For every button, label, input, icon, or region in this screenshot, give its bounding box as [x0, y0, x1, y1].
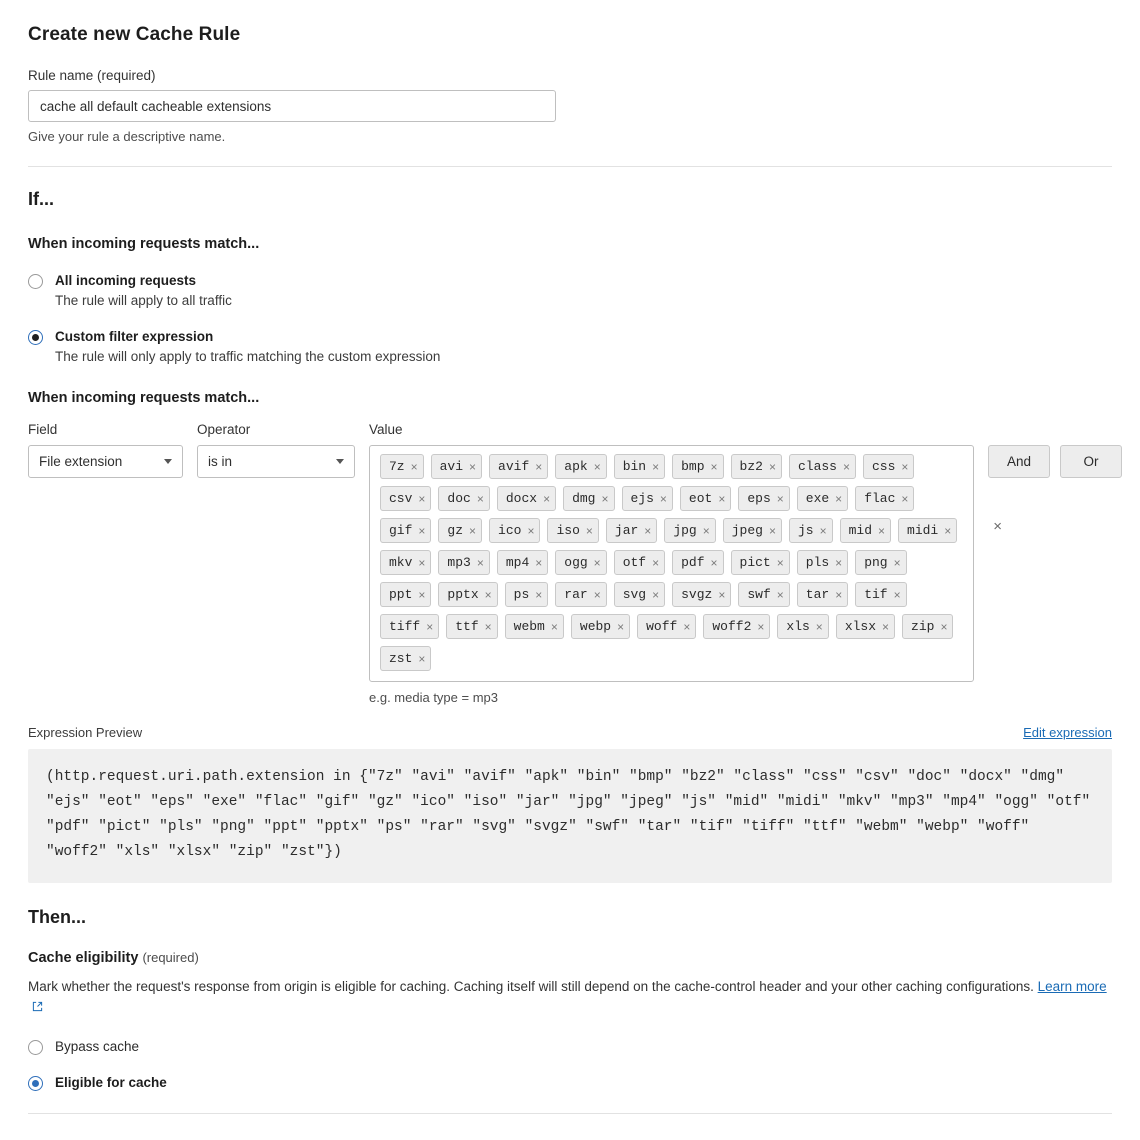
value-tag[interactable] — [703, 614, 770, 639]
value-tag[interactable] — [606, 518, 657, 543]
value-tag[interactable] — [380, 486, 431, 511]
value-tag[interactable] — [380, 518, 431, 543]
rule-name-input[interactable]: cache all default cacheable extensions — [28, 90, 556, 122]
remove-tag-icon[interactable]: × — [476, 491, 484, 506]
value-tag[interactable] — [380, 454, 424, 479]
remove-tag-icon[interactable]: × — [878, 523, 886, 538]
value-tag-label: ogg — [564, 555, 588, 571]
value-tag-label: ps — [513, 587, 530, 603]
value-tag[interactable] — [555, 582, 606, 607]
value-tag-input[interactable] — [369, 445, 974, 682]
value-tag-label: midi — [907, 523, 939, 539]
radio-icon-bypass-cache[interactable] — [28, 1040, 43, 1055]
remove-tag-icon[interactable]: × — [710, 555, 718, 570]
remove-tag-icon[interactable]: × — [835, 555, 843, 570]
value-tag[interactable] — [438, 582, 497, 607]
if-section-title: If... — [28, 189, 54, 209]
value-tag[interactable] — [789, 518, 833, 543]
chevron-down-icon — [336, 459, 344, 464]
value-tag-label: eps — [747, 491, 771, 507]
value-tag-label: xls — [786, 619, 810, 635]
then-section-title: Then... — [28, 907, 86, 928]
value-tag[interactable] — [555, 454, 606, 479]
value-tag-label: otf — [622, 555, 647, 571]
chevron-down-icon — [164, 459, 172, 464]
value-tag[interactable] — [563, 486, 614, 511]
value-tag[interactable] — [614, 454, 665, 479]
radio-label-custom-filter: Custom filter expression — [55, 329, 214, 345]
remove-tag-icon[interactable]: × — [601, 491, 609, 506]
remove-tag-icon[interactable]: × — [527, 523, 535, 538]
remove-tag-icon[interactable]: × — [683, 619, 691, 634]
rule-name-group — [28, 68, 1112, 144]
remove-tag-icon[interactable]: × — [410, 459, 418, 474]
value-tag-label: avif — [498, 459, 530, 475]
value-tag-label: gz — [447, 523, 464, 539]
value-tag-label: jpeg — [731, 523, 763, 539]
value-tag-label: js — [797, 523, 814, 539]
value-tag-label: pict — [739, 555, 771, 571]
radio-label-all-incoming: All incoming requests — [55, 273, 197, 288]
remove-tag-icon[interactable]: × — [652, 459, 660, 474]
remove-tag-icon[interactable]: × — [644, 523, 652, 538]
remove-tag-icon[interactable]: × — [535, 587, 543, 602]
edit-expression-link[interactable]: Edit expression — [1023, 725, 1112, 741]
expression-preview-header — [28, 725, 1112, 740]
operator-select-value: is in — [208, 454, 233, 470]
remove-tag-icon[interactable]: × — [702, 523, 710, 538]
value-tag-label: mid — [848, 523, 872, 539]
value-label: Value — [369, 422, 403, 438]
value-tag[interactable] — [497, 486, 556, 511]
value-tag[interactable] — [863, 454, 914, 479]
remove-tag-icon[interactable]: × — [757, 619, 765, 634]
radio-custom-filter-expression[interactable] — [28, 328, 1112, 364]
value-tag-label: dmg — [572, 491, 596, 507]
remove-tag-icon[interactable]: × — [593, 459, 601, 474]
value-tag[interactable] — [731, 550, 790, 575]
expression-builder — [28, 422, 1112, 705]
value-tag[interactable] — [614, 550, 665, 575]
value-tag[interactable] — [738, 582, 789, 607]
radio-sub-all-incoming: The rule will apply to all traffic — [55, 293, 232, 309]
cache-eligibility-description — [28, 977, 1112, 1019]
value-tag-label: eot — [688, 491, 713, 507]
if-match-heading: When incoming requests match... — [28, 236, 260, 252]
value-tag-label: zip — [911, 619, 935, 635]
value-tag[interactable] — [836, 614, 895, 639]
remove-tag-icon[interactable]: × — [768, 523, 776, 538]
remove-tag-icon[interactable]: × — [593, 555, 601, 570]
remove-tag-icon[interactable]: × — [585, 523, 593, 538]
value-tag-label: exe — [805, 491, 830, 507]
value-tag[interactable] — [571, 614, 630, 639]
radio-label-bypass-cache: Bypass cache — [55, 1038, 140, 1054]
value-tag-label: woff2 — [712, 619, 752, 635]
expression-preview-code: (http.request.uri.path.extension in {"7z" "avi" "avif" "apk" "bin" "bmp" "bz2" "class" "css" "csv" "doc" "docx" "dmg" "ejs" "eot" "eps" "exe" "flac" "gif" "gz" "ico" "iso" "jar" "jpg" "jpeg" "js" "mid" "midi" "mkv" "mp3" "mp4" "ogg" "otf" "pdf" "pict" "pls" "png" "ppt" "pptx" "ps" "rar" "svg" "svgz" "swf" "tar" "tif" "tiff" "ttf" "webm" "webp" "woff" "woff2" "xls" "xlsx" "zip" "zst"}) — [28, 749, 1112, 883]
remove-tag-icon[interactable]: × — [426, 619, 434, 634]
value-tag[interactable] — [446, 614, 497, 639]
operator-label: Operator — [197, 422, 251, 438]
remove-tag-icon[interactable]: × — [842, 459, 850, 474]
value-tag[interactable] — [614, 582, 665, 607]
value-tag[interactable] — [738, 486, 789, 511]
value-tag[interactable] — [672, 582, 731, 607]
value-tag-label: tar — [805, 587, 830, 603]
builder-heading: When incoming requests match... — [28, 390, 260, 407]
value-tag-label: rar — [564, 587, 588, 603]
value-tag-label: avi — [439, 459, 464, 475]
value-tag-label: jar — [614, 523, 639, 539]
value-tag-label: png — [864, 555, 888, 571]
remove-tag-icon[interactable]: × — [550, 619, 558, 634]
value-tag[interactable] — [380, 614, 439, 639]
remove-tag-icon[interactable]: × — [484, 587, 492, 602]
value-hint: e.g. media type = mp3 — [369, 690, 498, 706]
remove-tag-icon[interactable]: × — [815, 619, 823, 634]
remove-tag-icon[interactable]: × — [543, 491, 551, 506]
value-tag-label: docx — [505, 491, 538, 507]
remove-tag-icon[interactable]: × — [418, 523, 426, 538]
value-tag[interactable] — [505, 582, 549, 607]
value-tag-label: ejs — [630, 491, 654, 507]
value-tag[interactable] — [680, 486, 731, 511]
remove-tag-icon[interactable]: × — [617, 619, 625, 634]
cache-eligibility-description-text: Mark whether the request's response from origin is eligible for caching. Caching itself will still depend on the cache-control header and your other caching configurations. — [28, 979, 1038, 995]
value-tag[interactable] — [797, 582, 848, 607]
remove-tag-icon[interactable]: × — [659, 491, 667, 506]
andor-column — [988, 422, 1122, 478]
field-select[interactable] — [28, 445, 183, 478]
radio-icon-eligible-for-cache[interactable] — [28, 1076, 43, 1091]
value-tag[interactable] — [902, 614, 953, 639]
remove-tag-icon[interactable]: × — [893, 555, 901, 570]
remove-tag-icon[interactable]: × — [469, 459, 477, 474]
value-tag[interactable] — [555, 550, 606, 575]
value-tag[interactable] — [431, 454, 482, 479]
value-tag[interactable] — [797, 486, 848, 511]
value-tag[interactable] — [489, 518, 540, 543]
learn-more-link[interactable]: Learn more — [1037, 979, 1107, 995]
value-tag-label: flac — [864, 491, 896, 507]
value-tag[interactable] — [489, 454, 548, 479]
value-tag-label: mp3 — [447, 555, 471, 571]
external-link-icon — [32, 998, 43, 1018]
value-tag[interactable] — [438, 550, 489, 575]
clear-all-icon[interactable]: × — [993, 518, 1002, 536]
operator-column — [197, 422, 355, 478]
value-tag-label: tif — [864, 587, 888, 603]
expression-preview-label: Expression Preview — [28, 725, 143, 741]
value-tag[interactable] — [672, 454, 723, 479]
value-tag[interactable] — [637, 614, 696, 639]
remove-tag-icon[interactable]: × — [944, 523, 952, 538]
value-tag[interactable] — [723, 518, 782, 543]
cache-eligibility-label: Cache eligibility — [28, 950, 139, 967]
remove-tag-icon[interactable]: × — [718, 491, 726, 506]
and-button[interactable]: And — [988, 445, 1050, 478]
cache-eligibility-required: (required) — [142, 950, 199, 966]
remove-tag-icon[interactable]: × — [776, 555, 784, 570]
remove-tag-icon[interactable]: × — [418, 587, 426, 602]
remove-tag-icon[interactable]: × — [835, 491, 843, 506]
value-tag-label: apk — [564, 459, 588, 475]
value-tag[interactable] — [731, 454, 782, 479]
remove-tag-icon[interactable]: × — [469, 523, 477, 538]
value-tag-label: jpg — [673, 523, 697, 539]
remove-tag-icon[interactable]: × — [776, 587, 784, 602]
value-tag-label: bmp — [681, 459, 705, 475]
radio-label-eligible-for-cache: Eligible for cache — [55, 1074, 167, 1090]
remove-tag-icon[interactable]: × — [484, 619, 492, 634]
value-tag-label: xlsx — [844, 619, 877, 635]
field-column — [28, 422, 183, 478]
value-tag[interactable] — [797, 550, 848, 575]
radio-all-incoming-requests[interactable] — [28, 272, 1112, 308]
divider-bottom — [28, 1113, 1112, 1114]
value-tag-label: ico — [498, 523, 522, 539]
remove-tag-icon[interactable]: × — [418, 491, 426, 506]
remove-tag-icon[interactable]: × — [652, 587, 660, 602]
value-tag-label: woff — [646, 619, 678, 635]
remove-tag-icon[interactable]: × — [535, 555, 543, 570]
remove-tag-icon[interactable]: × — [718, 587, 726, 602]
value-tag[interactable] — [380, 646, 431, 671]
value-tag-label: svg — [622, 587, 647, 603]
remove-tag-icon[interactable]: × — [901, 491, 909, 506]
remove-tag-icon[interactable]: × — [418, 651, 426, 666]
remove-tag-icon[interactable]: × — [418, 555, 426, 570]
remove-tag-icon[interactable]: × — [940, 619, 948, 634]
value-tag-label: mkv — [389, 555, 413, 571]
radio-icon-custom-filter[interactable] — [28, 330, 43, 345]
value-tag-label: swf — [747, 587, 771, 603]
value-tag-label: class — [797, 459, 837, 475]
radio-bypass-cache[interactable] — [28, 1038, 1112, 1055]
value-tag[interactable] — [898, 518, 957, 543]
remove-tag-icon[interactable]: × — [776, 491, 784, 506]
value-tag-label: pdf — [681, 555, 705, 571]
value-tag-label: mp4 — [505, 555, 530, 571]
remove-tag-icon[interactable]: × — [819, 523, 827, 538]
remove-tag-icon[interactable]: × — [476, 555, 484, 570]
rule-name-label: Rule name (required) — [28, 68, 156, 83]
value-tag[interactable] — [438, 518, 482, 543]
value-tag[interactable] — [505, 614, 564, 639]
value-tag[interactable] — [380, 582, 431, 607]
radio-sub-custom-filter: The rule will only apply to traffic matching the custom expression — [55, 349, 441, 365]
value-tag-label: ttf — [455, 619, 479, 635]
field-select-value: File extension — [39, 454, 123, 470]
cache-eligibility-heading — [28, 950, 1112, 966]
value-tag[interactable] — [380, 550, 431, 575]
remove-tag-icon[interactable]: × — [593, 587, 601, 602]
remove-tag-icon[interactable]: × — [835, 587, 843, 602]
or-button[interactable]: Or — [1060, 445, 1122, 478]
radio-icon-all-incoming[interactable] — [28, 274, 43, 289]
value-tag[interactable] — [622, 486, 673, 511]
value-tag-label: gif — [389, 523, 413, 539]
value-tag-label: svgz — [681, 587, 713, 603]
page-title: Create new Cache Rule — [28, 24, 241, 45]
value-tag-label: iso — [556, 523, 580, 539]
value-tag-label: tiff — [389, 619, 421, 635]
remove-tag-icon[interactable]: × — [768, 459, 776, 474]
value-tag-label: csv — [389, 491, 413, 507]
value-tag-label: ppt — [389, 587, 413, 603]
remove-tag-icon[interactable]: × — [535, 459, 543, 474]
remove-tag-icon[interactable]: × — [901, 459, 909, 474]
remove-tag-icon[interactable]: × — [893, 587, 901, 602]
value-tag[interactable] — [855, 582, 906, 607]
divider-top — [28, 166, 1112, 167]
value-tag-label: css — [872, 459, 896, 475]
remove-tag-icon[interactable]: × — [882, 619, 890, 634]
value-tag[interactable] — [547, 518, 598, 543]
value-tag-label: bz2 — [739, 459, 763, 475]
value-tag-label: zst — [389, 651, 413, 667]
value-tag[interactable] — [789, 454, 856, 479]
value-tag-label: pptx — [447, 587, 479, 603]
value-tag[interactable] — [855, 550, 906, 575]
value-tag-label: webp — [579, 619, 612, 635]
rule-name-help: Give your rule a descriptive name. — [28, 129, 226, 144]
value-tag[interactable] — [497, 550, 548, 575]
remove-tag-icon[interactable]: × — [710, 459, 718, 474]
value-tag[interactable] — [855, 486, 914, 511]
value-tag-label: 7z — [389, 459, 405, 475]
value-tag-label: doc — [447, 491, 471, 507]
value-tag-label: bin — [622, 459, 647, 475]
value-tag-label: webm — [513, 619, 545, 635]
value-tag[interactable] — [840, 518, 891, 543]
value-tag-label: pls — [805, 555, 830, 571]
operator-select[interactable] — [197, 445, 355, 478]
field-label: Field — [28, 422, 58, 438]
value-column — [369, 422, 1002, 706]
value-tag[interactable] — [672, 550, 723, 575]
value-tag[interactable] — [777, 614, 828, 639]
value-tag[interactable] — [438, 486, 489, 511]
remove-tag-icon[interactable]: × — [652, 555, 660, 570]
radio-eligible-for-cache[interactable] — [28, 1074, 1112, 1091]
value-tag[interactable] — [664, 518, 715, 543]
